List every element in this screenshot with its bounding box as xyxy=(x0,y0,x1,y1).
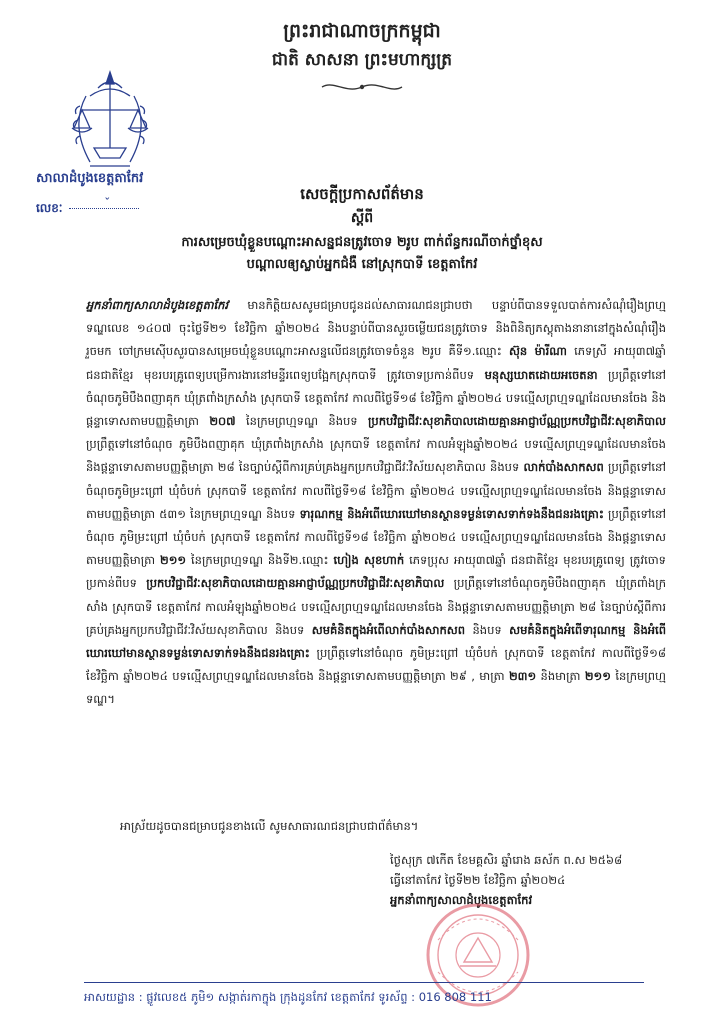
subject-line-1: ការសម្រេចឃុំខ្លួនបណ្ដោះអាសន្នជនត្រូវចោទ ២រូប ពាក់ព័ន្ធករណីចាក់ថ្នាំខុស xyxy=(181,235,543,250)
body-text-segment: មានកិត្តិយសសូមជម្រាបជូនដល់សាធារណជនជ្រាបថា បន្ទាប់ពីបានទទួលបាត់ការសំណុំរឿងព្រហ្មទណ្ឌលេខ ១៤០៧ ចុះថ្ងៃទី២១ ខែវិច្ឆិកា ឆ្នាំ២០២៤ និងបន្ទាប់ពីបានសួរចម្លើយជនត្រូវចោទ និងពិនិត្យភស្តុតាងនានានៅក្នុងសំណុំរឿងរួចមក ចៅក្រមស៊ើបសួរបានសម្រេចឃុំខ្លួនបណ្ដោះអាសន្នលើជនត្រូវចោទចំនួន ២រូប គឺទី១.ឈ្មោះ xyxy=(86,298,666,359)
body-text-segment: ប្រព្រឹត្តទៅនៅចំណុច ភូមិម្រះព្រៅ ឃុំចំបក់ ស្រុកបាទី ខេត្តតាកែវ កាលពីថ្ងៃទី១៨ ខែវិច្ឆិកា ឆ្នាំ២០២៤ បទល្មើសព្រហ្មទណ្ឌដែលមានចែង និងផ្ដន្ទាទោសតាមបញ្ញត្តិមាត្រា xyxy=(86,506,666,568)
document-subject xyxy=(90,232,634,276)
spokesperson-label: អ្នកនាំពាក្យសាលាដំបូងខេត្តតាកែវ xyxy=(86,298,229,312)
article-207: ២០៧ xyxy=(209,414,236,429)
body-text-segment: ប្រព្រឹត្តទៅនៅចំណុចភូមិម្រះព្រៅ ឃុំចំបក់ ស្រុកបាទី ខេត្តតាកែវ កាលពីថ្ងៃទី១៨ ខែវិច្ឆិកា ឆ្នាំ២០២៤ បទល្មើសព្រហ្មទណ្ឌដែលមានចែង និងផ្ដន្ទាទោសតាមបញ្ញត្តិមាត្រា ៥៣១ នៃក្រមព្រហ្មទណ្ឌ និងបទ xyxy=(86,460,666,521)
charge-3: លាក់បាំងសាកសព xyxy=(523,460,604,475)
body-text-segment: ប្រព្រឹត្តទៅនៅចំណុច ភូមិបឹងពញាគុក ឃុំត្រពាំងក្រសាំង ស្រុកបាទី ខេត្តតាកែវ កាលអំឡុងឆ្នាំ២០២៤ បទល្មើសព្រហ្មទណ្ឌដែលមានចែង និងផ្ដន្ទាទោសតាមបញ្ញត្តិមាត្រា ២៨ នៃច្បាប់ស្ដីពីការគ្រប់គ្រងអ្នកប្រកបវិជ្ជាជីវៈវិស័យសុខាភិបាល និងបទ xyxy=(86,437,666,475)
article-211-b: ២១១ xyxy=(584,669,611,684)
defendant-2-name: ហៀង សុខហាក់ xyxy=(333,553,405,568)
body-text-segment: ប្រព្រឹត្តទៅនៅចំណុច ភូមិម្រះព្រៅ ឃុំចំបក់ ស្រុកបាទី ខេត្តតាកែវ កាលពីថ្ងៃទី១៨ ខែវិច្ឆិកា ឆ្នាំ២០២៤ បទល្មើសព្រហ្មទណ្ឌដែលមានចែង និងផ្ដន្ទាទោសតាមបញ្ញត្តិមាត្រា ២៩ , មាត្រា xyxy=(86,646,666,684)
kingdom-heading: ព្រះរាជាណាចក្រកម្ពុជា xyxy=(283,20,441,42)
charge-6: សមគំនិតក្នុងអំពើលាក់បាំងសាកសព xyxy=(311,622,466,637)
charge-7: សមគំនិតក្នុងអំពើទារុណកម្ម និងអំពើឃោរឃៅមានស្ថានទម្ងន់ទោសទាក់ទងនឹងជនរងគ្រោះ xyxy=(86,622,666,661)
defendant-1-name: ស៊ុន ម៉ារីណា xyxy=(508,344,567,359)
reference-label: លេខៈ xyxy=(36,201,63,215)
body-text-segment: នៃក្រមព្រហ្មទណ្ឌ និងបទ xyxy=(235,414,368,429)
article-231: ២៣១ xyxy=(508,669,537,684)
address-text: ផ្លូវលេខ៥ ភូមិ១ សង្កាត់រកាក្នុង ក្រុងដូនកែវ ខេត្តតាកែវ ទូរស័ព្ទ : xyxy=(142,990,419,1004)
charge-2: ប្រកបវិជ្ជាជីវៈសុខាភិបាលដោយគ្មានអាជ្ញាប័ណ្ណប្រកបវិជ្ជាជីវៈសុខាភិបាល xyxy=(368,414,667,429)
charge-5: ប្រកបវិជ្ជាជីវៈសុខាភិបាលដោយគ្មានអាជ្ញាប័ណ្ណប្រកបវិជ្ជាជីវៈសុខាភិបាល xyxy=(146,576,445,591)
body-paragraph xyxy=(86,294,666,712)
footer-divider xyxy=(84,982,644,983)
body-text-segment: នៃក្រមព្រហ្មទណ្ឌ និងទី២.ឈ្មោះ xyxy=(186,553,334,568)
article-211-a: ២១១ xyxy=(160,553,187,568)
body-text-segment: ភេទប្រុស អាយុ៣៧ឆ្នាំ ជនជាតិខ្មែរ មុខរបរគ្រូពេទ្យ ត្រូវចោទប្រកាន់ពីបទ xyxy=(86,553,666,591)
body-text-segment: ភេទស្រី អាយុ៣៧ឆ្នាំ ជនជាតិខ្មែរ មុខរបរគ្រូពេទ្យបម្រើការងារនៅមន្ទីរពេទ្យបង្អែកស្រុកបាទី ត្រូវចោទប្រកាន់ពីបទ xyxy=(86,344,666,382)
charge-1: មនុស្សឃាតដោយអចេតនា xyxy=(484,367,598,382)
footer-address xyxy=(84,990,644,1007)
body-text-segment: និងមាត្រា xyxy=(536,669,585,684)
subject-line-2: បណ្ដាលឲ្យស្លាប់អ្នកជំងឺ នៅស្រុកបាទី ខេត្តតាកែវ xyxy=(246,257,478,272)
lunar-date: ថ្ងៃសុក្រ ៧កើត ខែមគ្គសិរ ឆ្នាំរោង ឆស័ក ព.ស ២៥៦៨ xyxy=(390,853,623,867)
body-text-segment: ប្រព្រឹត្តទៅនៅចំណុចភូមិបឹងពញាគុក ឃុំត្រពាំងក្រសាំង ស្រុកបាទី ខេត្តតាកែវ កាលអំឡុងឆ្នាំ២០២៤ បទល្មើសព្រហ្មទណ្ឌដែលមានចែង និងផ្ដន្ទាទោសតាមបញ្ញត្តិមាត្រា ២៨ នៃច្បាប់ស្ដីពីការគ្រប់គ្រងអ្នកប្រកបវិជ្ជាជីវៈវិស័យសុខាភិបាល និងបទ xyxy=(86,576,666,637)
national-motto: ជាតិ សាសនា ព្រះមហាក្សត្រ xyxy=(271,50,453,70)
document-about: ស្ដីពី xyxy=(350,210,374,226)
address-label: អាសយដ្ឋាន : xyxy=(84,990,143,1004)
document-title: សេចក្ដីប្រកាសព័ត៌មាន xyxy=(300,185,424,203)
closing-sentence: អាស្រ័យដូចបានជម្រាបជូនខាងលើ សូមសាធារណជនជ្រាបជាព័ត៌មាន។ xyxy=(120,819,419,833)
phone-number: 016 808 111 xyxy=(418,990,492,1004)
body-text-segment: នៃក្រមព្រហ្មទណ្ឌ។ xyxy=(86,669,666,707)
place-date: ធ្វើនៅតាកែវ ថ្ងៃទី២២ ខែវិច្ឆិកា ឆ្នាំ២០២៤ xyxy=(390,873,566,887)
reference-mark: ˇ xyxy=(104,196,111,209)
body-text-segment: ប្រព្រឹត្តទៅនៅចំណុចភូមិបឹងពញាគុក ឃុំត្រពាំងក្រសាំង ស្រុកបាទី ខេត្តតាកែវ កាលពីថ្ងៃទី១៨ ខែវិច្ឆិកា ឆ្នាំ២០២៤ បទល្មើសព្រហ្មទណ្ឌដែលមានចែង និងផ្ដន្ទាទោសតាមបញ្ញត្តិមាត្រា xyxy=(86,367,666,429)
court-name: សាលាដំបូងខេត្តតាកែវ xyxy=(36,171,144,186)
charge-4: ទារុណកម្ម និងអំពើឃោរឃៅមានស្ថានទម្ងន់ទោសទាក់ទងនឹងជនរងគ្រោះ xyxy=(299,506,604,521)
ornament-divider-icon xyxy=(320,78,404,96)
court-emblem-icon xyxy=(60,66,160,176)
signer-title: អ្នកនាំពាក្យសាលាដំបូងខេត្តតាកែវ xyxy=(390,893,533,907)
body-text-segment: និងបទ xyxy=(465,622,510,637)
